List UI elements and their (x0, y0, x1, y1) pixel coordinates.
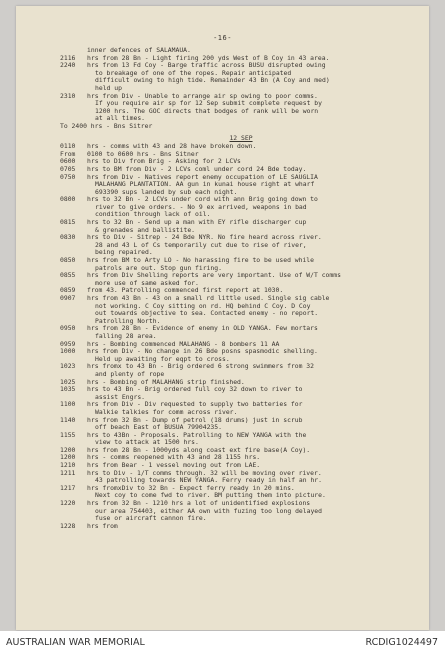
entry-text: hrs to 43 Bn - Brig ordered full coy 32 down to river to (87, 385, 303, 394)
diary-line (60, 123, 422, 131)
entry-text: hrs from Bear - 1 vessel moving out from LAE. (87, 461, 261, 470)
archive-footer (0, 631, 445, 653)
entry-time: 1000 (60, 347, 76, 356)
entry-text: falling 28 area. (95, 331, 157, 340)
entry-time: 0600 (60, 157, 76, 166)
entry-time: To 2400 hrs (60, 121, 103, 130)
entry-text: hrs from 13 Fd Coy - Barge traffic across BUSU disrupted owing (87, 61, 326, 70)
entry-text: MALAHANG PLANTATION. AA gun in kunai house right at wharf (95, 180, 315, 189)
entry-text: 43 patrolling towards NEW YANGA. Ferry ready in half an hr. (95, 476, 323, 485)
entry-text: hrs fromx to 43 Bn - Brig ordered 6 strong swimmers from 32 (87, 362, 315, 371)
entry-time: 2240 (60, 61, 76, 70)
date-heading: 12 SEP (229, 133, 253, 142)
entry-text: Held up awaiting for eqpt to cross. (95, 354, 230, 363)
entry-time: 0850 (60, 256, 76, 265)
entry-text: 1200 hrs. The GOC directs that bodges of rank will be worn (95, 106, 319, 115)
entry-time: 0705 (60, 164, 76, 173)
entry-time (60, 77, 87, 85)
entry-time: 2116 (60, 53, 76, 62)
entry-text: view to attack at 1500 hrs. (95, 438, 199, 447)
entry-time: 1211 (60, 468, 76, 477)
entry-text: condition through lack of oil. (95, 210, 211, 219)
entry-text: out towards objective to sea. Contacted enemy - no report. (95, 309, 319, 318)
entry-text: patrols are out. Stop gun firing. (95, 263, 222, 272)
entry-text: held up (95, 83, 122, 92)
entry-text: fuse or aircraft cannon fire. (95, 514, 207, 523)
entry-text: difficult owing to high tide. Remainder 43 Bn (A Coy and med) (95, 76, 330, 85)
entry-text: hrs to Div from Brig - Asking for 2 LCVs (87, 157, 241, 166)
entry-text: hrs from 32 Bn - Dump of petrol (18 drums) just in scrub (87, 415, 303, 424)
entry-text: hrs from (87, 521, 118, 530)
entry-text: hrs from Div Shelling reports are very important. Use of W/T comms (87, 271, 341, 280)
entry-time: 1210 (60, 461, 76, 470)
entry-time (60, 70, 87, 78)
entry-text: Patrolling North. (95, 316, 161, 325)
entry-time: 0815 (60, 218, 76, 227)
entry-time (60, 310, 87, 318)
footer-source: AUSTRALIAN WAR MEMORIAL (6, 637, 145, 648)
entry-time: 1200 (60, 445, 76, 454)
entry-text: at all times. (95, 114, 146, 123)
footer-record-id: RCDIG1024497 (365, 637, 438, 648)
entry-text: & grenades and ballistite. (95, 225, 196, 234)
entry-text: assist Engrs. (95, 392, 146, 401)
entry-text: 28 and 43 L of Cs temporarily cut due to rise of river, (95, 240, 307, 249)
entry-time (60, 242, 87, 250)
entry-text: not working. C Coy sitting on rd. HQ behind C Coy. D Coy (95, 301, 311, 310)
entry-text: Next coy to come fwd to river. BM putting them into picture. (95, 491, 326, 500)
entry-time: 1035 (60, 385, 76, 394)
entry-text: hrs from BM to Arty LO - No harassing fire to be used while (87, 256, 315, 265)
entry-text: hrs from 32 Bn - 1210 hrs a lot of unidentified explosions (87, 499, 311, 508)
entry-text: hrs to Div - Sitrep - 24 Bde NYR. No fire heard across river. (87, 233, 322, 242)
entry-time (60, 181, 87, 189)
entry-text: hrs from 28 Bn - Evidence of enemy in OLD YANGA. Few mortars (87, 324, 318, 333)
entry-text: hrs - comms with 43 and 28 have broken down. (87, 142, 257, 151)
entry-text: If you require air sp for 12 Sep submit complete request by (95, 99, 323, 108)
entry-text: 693390 sups landed by sub each night. (95, 187, 238, 196)
entry-time: 0800 (60, 195, 76, 204)
entry-text: hrs from 43 Bn - 43 on a small rd little used. Single sig cable (87, 294, 330, 302)
entry-time: 0950 (60, 324, 76, 333)
entry-time (60, 303, 87, 311)
entry-text: and plenty of rope (95, 369, 165, 378)
entry-time: 1200 (60, 453, 76, 462)
entry-text: hrs to 43Bn - Proposals. Patrolling to NEW YANGA with the (87, 430, 307, 439)
entry-text: our area 754403, either AA own with fuzing too long delayed (95, 506, 323, 515)
entry-text: hrs - comms reopened with 43 and 28 1155 hrs. (87, 453, 261, 462)
entry-text: hrs from 28 Bn - Light firing 200 yds West of B Coy in 43 area. (87, 53, 330, 62)
entry-time: 1155 (60, 430, 76, 439)
entry-text: hrs - Bombing commenced MALAHANG - 8 bombers 11 AA (87, 339, 280, 348)
war-diary-text (60, 47, 422, 530)
entry-text: hrs from Div - Unable to arrange air sp owing to poor comms. (87, 91, 318, 100)
entry-text: hrs fromxDiv to 32 Bn - Expect ferry ready in 20 mins. (87, 483, 295, 492)
entry-text: more use of same asked for. (95, 278, 199, 287)
entry-text: hrs to Div - 1/T comms through. 32 will be moving over river. (87, 468, 322, 477)
entry-time (60, 100, 87, 108)
entry-text: 0100 to 0600 hrs - Bns Sitner (87, 149, 199, 158)
entry-time: 1025 (60, 377, 76, 386)
entry-time: 1100 (60, 400, 76, 409)
entry-text: hrs - Bombing of MALAHANG strip finished. (87, 377, 245, 386)
entry-time: 0907 (60, 294, 76, 302)
entry-time: 1217 (60, 483, 76, 492)
entry-time: 0830 (60, 233, 76, 242)
entry-text: to breakage of one of the ropes. Repair anticipated (95, 68, 292, 77)
entry-text: hrs to 32 Bn - 2 LCVs under cord with ann Brig going down to (87, 195, 318, 204)
entry-time: 1140 (60, 415, 76, 424)
entry-text: Walkie talkies for comm across river. (95, 407, 238, 416)
document-page (16, 6, 429, 630)
entry-text: hrs to BM from Div - 2 LCVs coml under cord 24 Bde today. (87, 164, 307, 173)
entry-text: inner defences of SALAMAUA. (87, 46, 191, 54)
entry-time: 2310 (60, 91, 76, 100)
entry-time: 0855 (60, 271, 76, 280)
entry-time: 1220 (60, 499, 76, 508)
page-number: -16- (213, 34, 232, 42)
diary-line (60, 523, 422, 531)
entry-text: - Bns Sitrer (102, 121, 153, 130)
entry-time: 0110 (60, 142, 76, 151)
entry-text: hrs to 32 Bn - Send up a man with EY rifle discharger cup (87, 218, 307, 227)
entry-time (60, 108, 87, 116)
entry-text: river to give orders. - No 9 ex arrived, weapons in bad (95, 202, 307, 211)
entry-text: hrs from Div - No change in 26 Bde posns spasmodic shelling. (87, 347, 318, 356)
entry-time: 1023 (60, 362, 76, 371)
entry-text: from 43. Patrolling commenced first report at 1030. (87, 286, 284, 295)
entry-time: 0859 (60, 286, 76, 295)
entry-text: being repaired. (95, 248, 153, 257)
entry-time: 0750 (60, 172, 76, 181)
entry-text: hrs from 28 Bn - 1000yds along coast ext fire base(A Coy). (87, 445, 311, 454)
entry-time (60, 508, 87, 516)
entry-time (60, 204, 87, 212)
entry-time: From (60, 149, 76, 158)
entry-time: 1228 (60, 521, 76, 530)
entry-text: hrs from Div - Div requested to supply two batteries for (87, 400, 303, 409)
entry-time: 0959 (60, 339, 76, 348)
entry-text: off beach East of BUSUA 79904235. (95, 423, 222, 432)
entry-text: hrs from Div - Natives report enemy occupation of LE SAUGLIA (87, 172, 318, 181)
